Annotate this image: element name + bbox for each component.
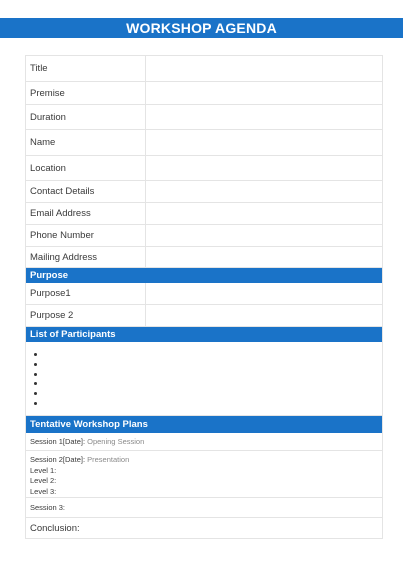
agenda-form bbox=[25, 55, 383, 539]
bullet-icon bbox=[34, 363, 37, 366]
list-item bbox=[34, 360, 382, 370]
contact-details-input[interactable] bbox=[146, 181, 382, 202]
bullet-icon bbox=[34, 392, 37, 395]
list-item bbox=[34, 398, 382, 408]
duration-input[interactable] bbox=[146, 105, 382, 129]
mailing-address-input[interactable] bbox=[146, 247, 382, 267]
field-row-email bbox=[26, 203, 382, 225]
field-label: Mailing Address bbox=[26, 247, 146, 267]
field-label: Contact Details bbox=[26, 181, 146, 202]
field-label: Purpose1 bbox=[26, 283, 146, 304]
level-label: Level 3: bbox=[30, 486, 57, 496]
field-row-mailing bbox=[26, 247, 382, 268]
list-item bbox=[34, 350, 382, 360]
phone-number-input[interactable] bbox=[146, 225, 382, 246]
list-item bbox=[34, 379, 382, 389]
email-address-input[interactable] bbox=[146, 203, 382, 224]
bullet-icon bbox=[34, 382, 37, 385]
title-input[interactable] bbox=[146, 56, 382, 81]
level-label: Level 1: bbox=[30, 465, 57, 475]
list-item bbox=[34, 389, 382, 399]
session-label: Session 1[Date]: bbox=[30, 437, 86, 446]
field-label: Phone Number bbox=[26, 225, 146, 246]
purpose1-input[interactable] bbox=[146, 283, 382, 304]
field-row-title bbox=[26, 56, 382, 82]
bullet-icon bbox=[34, 353, 37, 356]
field-row-purpose1 bbox=[26, 283, 382, 305]
field-label: Purpose 2 bbox=[26, 305, 146, 326]
field-row-purpose2 bbox=[26, 305, 382, 327]
session-3[interactable] bbox=[26, 498, 382, 518]
session-1[interactable] bbox=[26, 433, 382, 451]
field-label: Title bbox=[26, 56, 146, 81]
premise-input[interactable] bbox=[146, 82, 382, 104]
session-hint: Opening Session bbox=[87, 437, 145, 446]
conclusion-label: Conclusion: bbox=[30, 522, 80, 534]
name-input[interactable] bbox=[146, 130, 382, 155]
field-label: Name bbox=[26, 130, 146, 155]
purpose2-input[interactable] bbox=[146, 305, 382, 326]
session-2[interactable] bbox=[26, 451, 382, 498]
session-hint: Presentation bbox=[87, 455, 130, 464]
field-row-contact bbox=[26, 181, 382, 203]
field-label: Email Address bbox=[26, 203, 146, 224]
bullet-icon bbox=[34, 373, 37, 376]
section-heading-plans: Tentative Workshop Plans bbox=[26, 416, 382, 433]
session-label: Session 3: bbox=[30, 503, 66, 512]
field-row-name bbox=[26, 130, 382, 156]
session-label: Session 2[Date]: bbox=[30, 455, 86, 464]
field-row-premise bbox=[26, 82, 382, 105]
section-heading-participants: List of Participants bbox=[26, 327, 382, 342]
field-label: Duration bbox=[26, 105, 146, 129]
level-label: Level 2: bbox=[30, 476, 57, 485]
section-heading-purpose: Purpose bbox=[26, 268, 382, 283]
page-header: WORKSHOP AGENDA bbox=[0, 18, 403, 38]
list-item bbox=[34, 369, 382, 379]
location-input[interactable] bbox=[146, 156, 382, 180]
field-row-duration bbox=[26, 105, 382, 130]
field-row-phone bbox=[26, 225, 382, 247]
conclusion-row[interactable] bbox=[26, 518, 382, 538]
field-label: Location bbox=[26, 156, 146, 180]
field-row-location bbox=[26, 156, 382, 181]
participants-list[interactable] bbox=[26, 342, 382, 416]
field-label: Premise bbox=[26, 82, 146, 104]
bullet-icon bbox=[34, 402, 37, 405]
